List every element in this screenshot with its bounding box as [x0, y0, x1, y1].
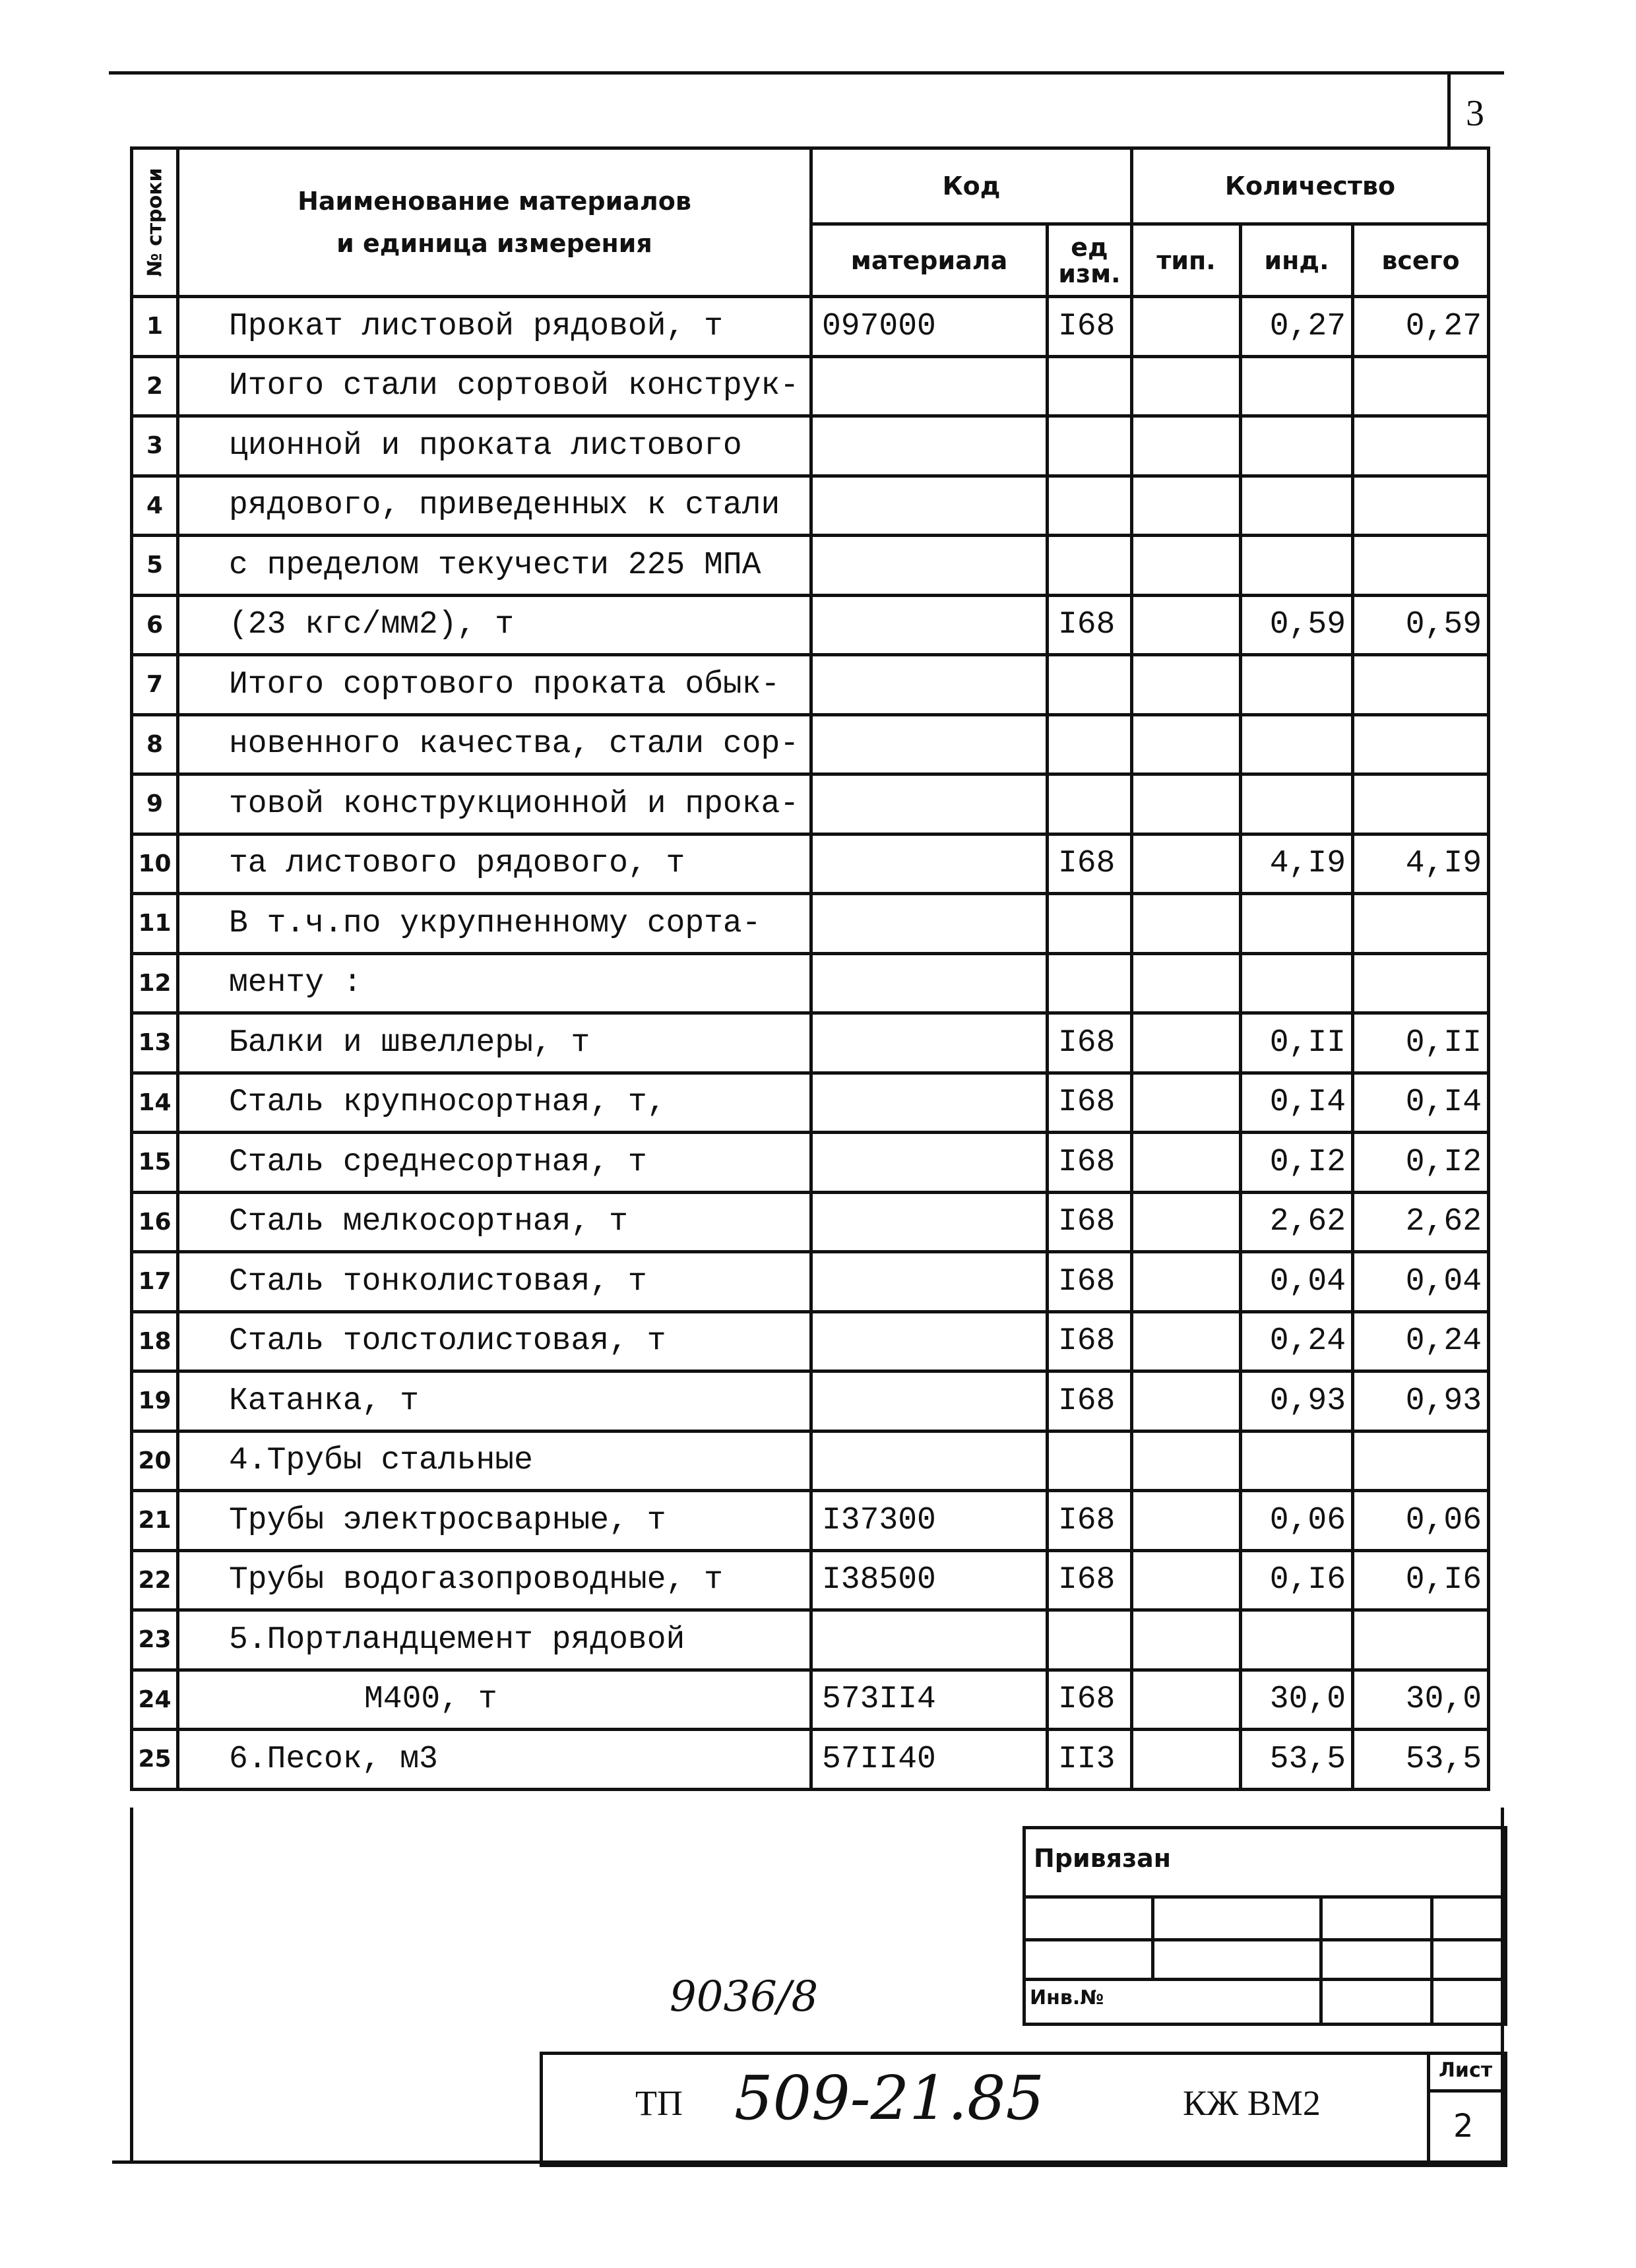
table-row: [132, 1371, 1489, 1432]
total-qty-cell: [1353, 774, 1489, 835]
ind-qty-cell: 30,0: [1241, 1670, 1353, 1730]
material-name-cell: та листового рядового, т: [178, 834, 811, 894]
header-material-code: материала: [811, 224, 1048, 297]
unit-code-cell: II3: [1048, 1730, 1132, 1790]
attachment-col: [1430, 1895, 1433, 2023]
material-code-cell: [811, 416, 1048, 476]
table-row: [132, 1192, 1489, 1252]
table-row: [132, 1670, 1489, 1730]
ind-qty-cell: 53,5: [1241, 1730, 1353, 1790]
material-code-cell: [811, 1371, 1048, 1432]
row-number-cell: 17: [132, 1252, 178, 1312]
ind-qty-cell: 0,24: [1241, 1311, 1353, 1371]
row-number-cell: 20: [132, 1431, 178, 1491]
row-number-cell: 2: [132, 356, 178, 416]
left-frame-line: [130, 1808, 133, 2162]
row-number-cell: 18: [132, 1311, 178, 1371]
material-name-cell: Сталь тонколистовая, т: [178, 1252, 811, 1312]
tp-prefix: ТП: [635, 2083, 683, 2123]
row-number-cell: 21: [132, 1491, 178, 1551]
material-code-cell: 573II4: [811, 1670, 1048, 1730]
typ-qty-cell: [1132, 416, 1241, 476]
table-row: [132, 1311, 1489, 1371]
material-code-cell: [811, 536, 1048, 596]
material-name-cell: Трубы водогазопроводные, т: [178, 1550, 811, 1610]
material-code-cell: [811, 1431, 1048, 1491]
typ-qty-cell: [1132, 1133, 1241, 1193]
row-number-cell: 24: [132, 1670, 178, 1730]
material-name-cell: рядового, приведенных к стали: [178, 476, 811, 536]
ind-qty-cell: [1241, 774, 1353, 835]
total-qty-cell: 0,II: [1353, 1013, 1489, 1073]
typ-qty-cell: [1132, 655, 1241, 715]
header-typ: тип.: [1132, 224, 1241, 297]
typ-qty-cell: [1132, 476, 1241, 536]
unit-code-cell: [1048, 774, 1132, 835]
row-number-cell: 5: [132, 536, 178, 596]
header-total: всего: [1353, 224, 1489, 297]
table-row: [132, 356, 1489, 416]
material-name-cell: В т.ч.по укрупненному сорта-: [178, 894, 811, 954]
material-name-cell: Итого сортового проката обык-: [178, 655, 811, 715]
page-number: 3: [1466, 93, 1484, 134]
material-name-cell: Сталь мелкосортная, т: [178, 1192, 811, 1252]
material-name-cell: (23 кгс/мм2), т: [178, 595, 811, 655]
attachment-col: [1319, 1895, 1323, 2023]
material-name-cell: ционной и проката листового: [178, 416, 811, 476]
row-number-cell: 9: [132, 774, 178, 835]
total-qty-cell: [1353, 714, 1489, 774]
material-code-cell: [811, 1311, 1048, 1371]
sheet-label-line: [1427, 2089, 1504, 2093]
row-number-cell: 13: [132, 1013, 178, 1073]
material-code-cell: [811, 894, 1048, 954]
typ-qty-cell: [1132, 1073, 1241, 1133]
material-code-cell: [811, 714, 1048, 774]
unit-code-cell: I68: [1048, 1311, 1132, 1371]
unit-code-cell: [1048, 476, 1132, 536]
sheet-label: Лист: [1439, 2059, 1493, 2082]
total-qty-cell: [1353, 655, 1489, 715]
total-qty-cell: 0,I2: [1353, 1133, 1489, 1193]
table-row: [132, 595, 1489, 655]
typ-qty-cell: [1132, 714, 1241, 774]
ind-qty-cell: [1241, 1610, 1353, 1670]
ind-qty-cell: 0,06: [1241, 1491, 1353, 1551]
total-qty-cell: [1353, 953, 1489, 1013]
table-row: [132, 1431, 1489, 1491]
unit-code-cell: [1048, 536, 1132, 596]
ind-qty-cell: [1241, 655, 1353, 715]
material-code-cell: [811, 1013, 1048, 1073]
typ-qty-cell: [1132, 1491, 1241, 1551]
typ-qty-cell: [1132, 953, 1241, 1013]
unit-code-cell: I68: [1048, 1491, 1132, 1551]
row-number-cell: 6: [132, 595, 178, 655]
material-name-cell: с пределом текучести 225 МПА: [178, 536, 811, 596]
table-row: [132, 953, 1489, 1013]
table-row: [132, 714, 1489, 774]
header-row-number: № строки: [132, 148, 178, 297]
total-qty-cell: [1353, 894, 1489, 954]
material-code-cell: [811, 595, 1048, 655]
row-number-cell: 7: [132, 655, 178, 715]
unit-code-cell: [1048, 1610, 1132, 1670]
tp-number: 509-21.85: [734, 2063, 1045, 2133]
ind-qty-cell: [1241, 416, 1353, 476]
material-name-cell: Сталь толстолистовая, т: [178, 1311, 811, 1371]
unit-code-cell: I68: [1048, 1192, 1132, 1252]
table-row: [132, 476, 1489, 536]
row-number-cell: 12: [132, 953, 178, 1013]
row-number-cell: 22: [132, 1550, 178, 1610]
total-qty-cell: 0,93: [1353, 1371, 1489, 1432]
material-name-cell: менту :: [178, 953, 811, 1013]
top-border-line: [109, 71, 1504, 75]
unit-code-cell: I68: [1048, 1550, 1132, 1610]
unit-code-cell: I68: [1048, 1670, 1132, 1730]
row-number-cell: 14: [132, 1073, 178, 1133]
ind-qty-cell: 0,27: [1241, 297, 1353, 357]
material-code-cell: [811, 1252, 1048, 1312]
material-name-cell: 5.Портландцемент рядовой: [178, 1610, 811, 1670]
typ-qty-cell: [1132, 774, 1241, 835]
header-material-name: Наименование материалов и единица измерения: [178, 148, 811, 297]
unit-code-cell: [1048, 894, 1132, 954]
table-row: [132, 1013, 1489, 1073]
ind-qty-cell: 0,93: [1241, 1371, 1353, 1432]
typ-qty-cell: [1132, 1730, 1241, 1790]
unit-code-cell: [1048, 356, 1132, 416]
material-code-cell: [811, 655, 1048, 715]
table-body: [132, 297, 1489, 1790]
material-name-cell: Балки и швеллеры, т: [178, 1013, 811, 1073]
doc-code: КЖ ВМ2: [1183, 2083, 1321, 2123]
material-name-cell: Сталь крупносортная, т,: [178, 1073, 811, 1133]
material-name-cell: 6.Песок, м3: [178, 1730, 811, 1790]
material-code-cell: [811, 356, 1048, 416]
material-code-cell: [811, 834, 1048, 894]
row-number-cell: 16: [132, 1192, 178, 1252]
typ-qty-cell: [1132, 894, 1241, 954]
table-row: [132, 774, 1489, 835]
unit-code-cell: [1048, 655, 1132, 715]
typ-qty-cell: [1132, 1371, 1241, 1432]
unit-code-cell: I68: [1048, 1073, 1132, 1133]
table-row: [132, 894, 1489, 954]
row-number-cell: 3: [132, 416, 178, 476]
total-qty-cell: [1353, 476, 1489, 536]
ind-qty-cell: 0,I6: [1241, 1550, 1353, 1610]
table-row: [132, 655, 1489, 715]
material-name-cell: Прокат листовой рядовой, т: [178, 297, 811, 357]
row-number-cell: 25: [132, 1730, 178, 1790]
attachment-col: [1151, 1895, 1154, 1981]
total-qty-cell: 4,I9: [1353, 834, 1489, 894]
material-code-cell: [811, 1192, 1048, 1252]
typ-qty-cell: [1132, 1013, 1241, 1073]
material-name-cell: 4.Трубы стальные: [178, 1431, 811, 1491]
table-row: [132, 1252, 1489, 1312]
ind-qty-cell: 0,I2: [1241, 1133, 1353, 1193]
ind-qty-cell: [1241, 1431, 1353, 1491]
total-qty-cell: 0,59: [1353, 595, 1489, 655]
ind-qty-cell: 0,II: [1241, 1013, 1353, 1073]
ind-qty-cell: [1241, 714, 1353, 774]
typ-qty-cell: [1132, 536, 1241, 596]
total-qty-cell: 53,5: [1353, 1730, 1489, 1790]
header-ind: инд.: [1241, 224, 1353, 297]
materials-table: [130, 146, 1490, 1791]
ind-qty-cell: 0,I4: [1241, 1073, 1353, 1133]
material-code-cell: [811, 1073, 1048, 1133]
header-unit: ед изм.: [1048, 224, 1132, 297]
material-code-cell: I38500: [811, 1550, 1048, 1610]
material-code-cell: [811, 953, 1048, 1013]
attachment-block: [1022, 1826, 1507, 2026]
row-number-cell: 23: [132, 1610, 178, 1670]
material-code-cell: 097000: [811, 297, 1048, 357]
total-qty-cell: [1353, 416, 1489, 476]
material-code-cell: [811, 476, 1048, 536]
typ-qty-cell: [1132, 595, 1241, 655]
table-row: [132, 1550, 1489, 1610]
material-name-cell: М400, т: [178, 1670, 811, 1730]
ind-qty-cell: [1241, 536, 1353, 596]
unit-code-cell: I68: [1048, 1252, 1132, 1312]
unit-code-cell: I68: [1048, 297, 1132, 357]
typ-qty-cell: [1132, 1311, 1241, 1371]
total-qty-cell: [1353, 1610, 1489, 1670]
material-name-cell: Сталь среднесортная, т: [178, 1133, 811, 1193]
unit-code-cell: I68: [1048, 595, 1132, 655]
handwritten-number: 9036/8: [670, 1972, 819, 2021]
total-qty-cell: 2,62: [1353, 1192, 1489, 1252]
total-qty-cell: 30,0: [1353, 1670, 1489, 1730]
table-row: [132, 1610, 1489, 1670]
total-qty-cell: [1353, 536, 1489, 596]
table-row: [132, 1491, 1489, 1551]
typ-qty-cell: [1132, 1431, 1241, 1491]
ind-qty-cell: [1241, 476, 1353, 536]
total-qty-cell: 0,I4: [1353, 1073, 1489, 1133]
unit-code-cell: [1048, 953, 1132, 1013]
unit-code-cell: I68: [1048, 1133, 1132, 1193]
typ-qty-cell: [1132, 1192, 1241, 1252]
table-row: [132, 1730, 1489, 1790]
typ-qty-cell: [1132, 356, 1241, 416]
table-row: [132, 416, 1489, 476]
typ-qty-cell: [1132, 834, 1241, 894]
ind-qty-cell: 0,04: [1241, 1252, 1353, 1312]
material-code-cell: [811, 1610, 1048, 1670]
ind-qty-cell: [1241, 894, 1353, 954]
total-qty-cell: [1353, 1431, 1489, 1491]
total-qty-cell: 0,27: [1353, 297, 1489, 357]
total-qty-cell: [1353, 356, 1489, 416]
material-code-cell: I37300: [811, 1491, 1048, 1551]
typ-qty-cell: [1132, 1670, 1241, 1730]
total-qty-cell: 0,04: [1353, 1252, 1489, 1312]
unit-code-cell: [1048, 1431, 1132, 1491]
total-qty-cell: 0,06: [1353, 1491, 1489, 1551]
material-code-cell: 57II40: [811, 1730, 1048, 1790]
typ-qty-cell: [1132, 1252, 1241, 1312]
typ-qty-cell: [1132, 297, 1241, 357]
attached-label: Привязан: [1034, 1844, 1172, 1873]
unit-code-cell: I68: [1048, 834, 1132, 894]
row-number-cell: 11: [132, 894, 178, 954]
header-quantity: Количество: [1132, 148, 1489, 224]
total-qty-cell: 0,I6: [1353, 1550, 1489, 1610]
material-name-cell: Итого стали сортовой конструк-: [178, 356, 811, 416]
table-row: [132, 297, 1489, 357]
typ-qty-cell: [1132, 1550, 1241, 1610]
unit-code-cell: [1048, 416, 1132, 476]
row-number-cell: 8: [132, 714, 178, 774]
row-number-cell: 1: [132, 297, 178, 357]
row-number-cell: 10: [132, 834, 178, 894]
table-row: [132, 1073, 1489, 1133]
table-row: [132, 1133, 1489, 1193]
ind-qty-cell: 0,59: [1241, 595, 1353, 655]
header-code: Код: [811, 148, 1132, 224]
sheet-divider: [1427, 2055, 1430, 2164]
unit-code-cell: I68: [1048, 1013, 1132, 1073]
sheet-value: 2: [1453, 2108, 1474, 2145]
ind-qty-cell: [1241, 356, 1353, 416]
unit-code-cell: I68: [1048, 1371, 1132, 1432]
ind-qty-cell: 4,I9: [1241, 834, 1353, 894]
material-name-cell: товой конструкционной и прока-: [178, 774, 811, 835]
table-row: [132, 834, 1489, 894]
table-row: [132, 536, 1489, 596]
typ-qty-cell: [1132, 1610, 1241, 1670]
unit-code-cell: [1048, 714, 1132, 774]
material-name-cell: Трубы электросварные, т: [178, 1491, 811, 1551]
row-number-cell: 19: [132, 1371, 178, 1432]
inv-no-label: Инв.№: [1030, 1986, 1104, 2009]
row-number-cell: 15: [132, 1133, 178, 1193]
total-qty-cell: 0,24: [1353, 1311, 1489, 1371]
row-number-cell: 4: [132, 476, 178, 536]
material-name-cell: новенного качества, стали сор-: [178, 714, 811, 774]
ind-qty-cell: 2,62: [1241, 1192, 1353, 1252]
material-code-cell: [811, 774, 1048, 835]
material-code-cell: [811, 1133, 1048, 1193]
title-block: [540, 2052, 1507, 2167]
ind-qty-cell: [1241, 953, 1353, 1013]
page-number-divider: [1447, 73, 1451, 146]
material-name-cell: Катанка, т: [178, 1371, 811, 1432]
